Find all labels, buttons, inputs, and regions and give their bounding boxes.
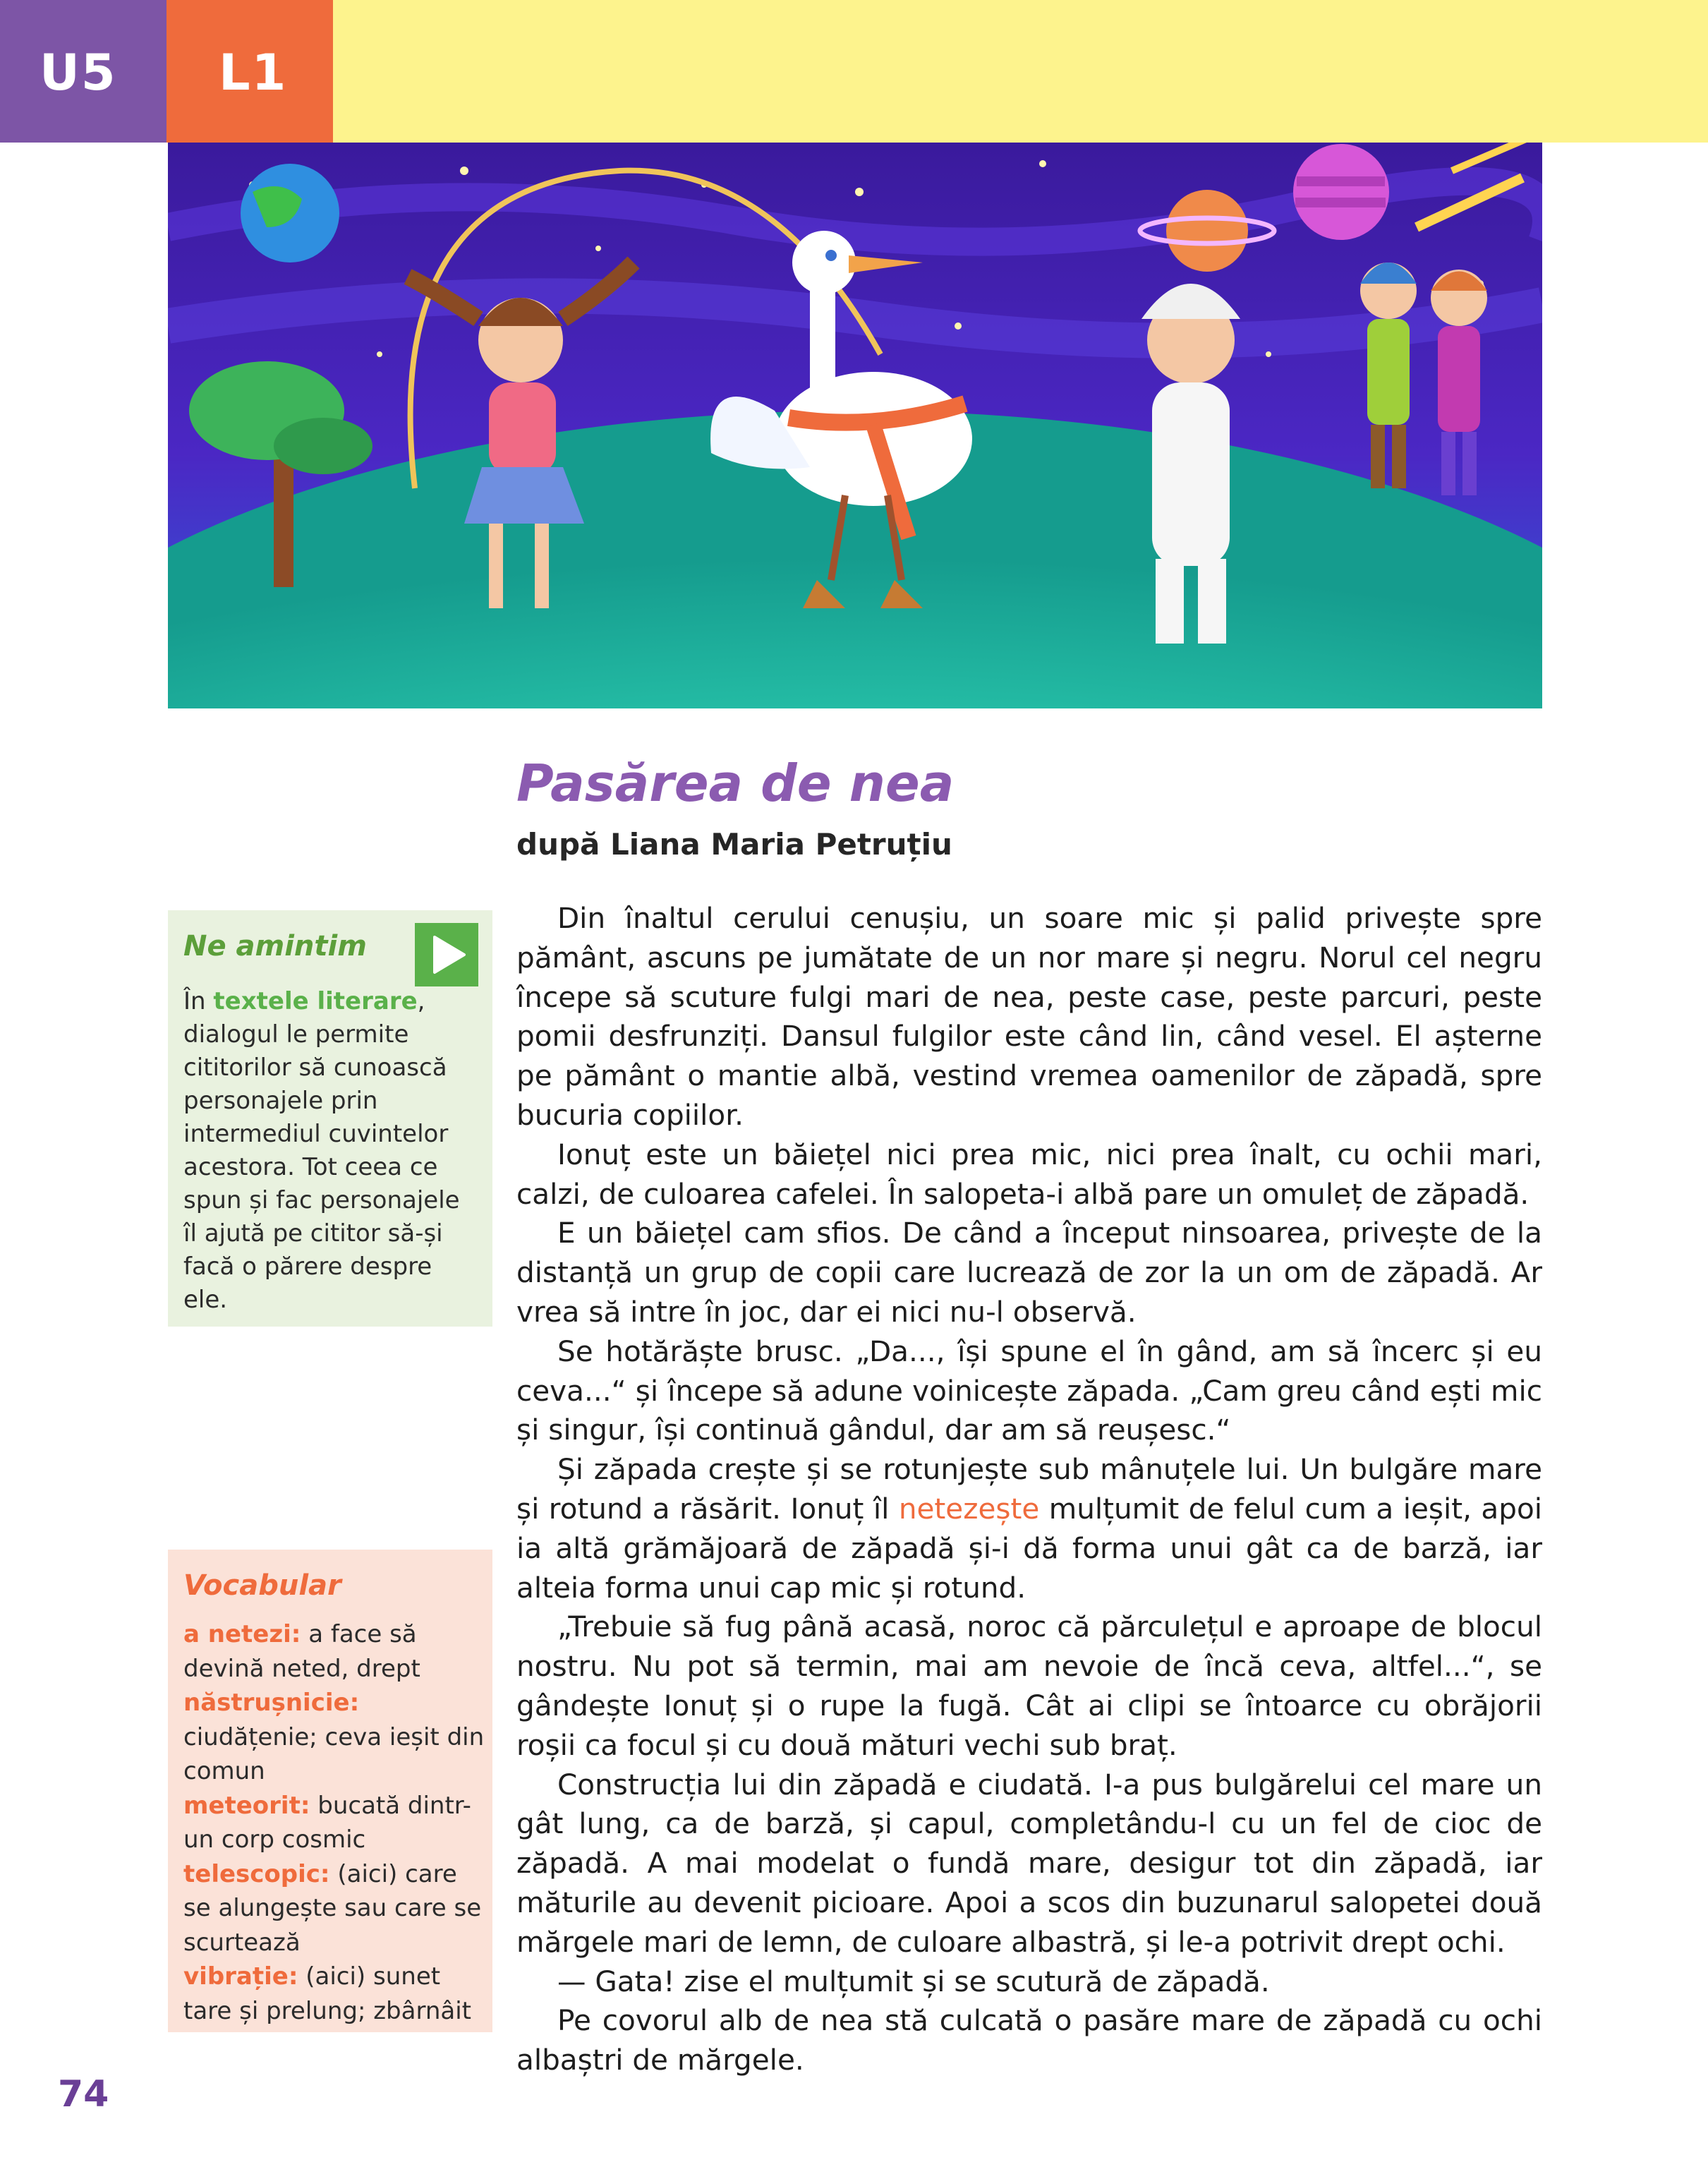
vocabulary-title: Vocabular (183, 1569, 341, 1602)
unit-badge (0, 0, 166, 143)
story-paragraph: Din înaltul cerului cenușiu, un soare mic și palid privește spre pământ, ascuns pe jumătate de un nor mare și negru. Norul cel negru începe să scuture fulgi mari de nea, peste case, peste parcuri, peste pomii desfrunziți. Dansul fulgilor este când lin, când vesel. El așterne pe pământ o mantie albă, vestind vremea oamenilor de zăpadă, spre bucuria copiilor. (516, 901, 1542, 1132)
story-title: Pasărea de nea (516, 754, 955, 813)
remember-box-title: Ne amintim (183, 930, 367, 962)
story-paragraph: Și zăpada crește și se rotunjește sub mânuțele lui. Un bulgăre mare și rotund a răsărit. Ionuț îl netezește mulțumit de felul cum a ieșit, apoi ia altă grămăjoară de zăpadă și-i dă forma unui gât ca de barză, iar alteia forma unui cap mic și rotund. (516, 1452, 1542, 1605)
vocabulary-entry: meteorit: bucată dintr-un corp cosmic (183, 1791, 471, 1854)
story-text (516, 899, 1542, 2080)
page-number: 74 (58, 2073, 109, 2115)
remember-box (168, 910, 492, 1327)
story-paragraph: Ionuț este un băiețel nici prea mic, nici prea înalt, cu ochii mari, calzi, de culoarea cafelei. În salopeta-i albă pare un omuleț de zăpadă. (516, 1137, 1542, 1211)
play-icon[interactable] (415, 923, 478, 986)
remember-term: textele literare (213, 987, 418, 1015)
unit-label: U5 (40, 44, 117, 102)
vocabulary-entry: a netezi: a face să devină neted, drept (183, 1620, 420, 1683)
story-paragraph: „Trebuie să fug până acasă, noroc că părculețul e aproape de blocul nostru. Nu pot să termin, mai am nevoie de încă ceva, altfel...“, se gândește Ionuț și o rupe la fugă. Cât ai clipi se întoarce cu obrăjorii roșii ca focul și cu două mături vechi sub braț. (516, 1610, 1542, 1762)
story-paragraph: Construcția lui din zăpadă e ciudată. I-a pus bulgărelui cel mare un gât lung, ca de barză, și capul, completându-l cu un fel de cioc de zăpadă. A mai modelat o fundă mare, desigur tot din zăpadă, iar măturile au devenit picioare. Apoi a scos din buzunarul salopetei două mărgele mari de lemn, de culoare albastră, și le-a potrivit drept ochi. (516, 1767, 1542, 1959)
header-band (333, 0, 1708, 143)
remember-box-text: În textele literare, dialogul le permite cititorilor să cunoască personajele prin intermediul cuvintelor acestora. Tot ceea ce spun și fac personajele îl ajută pe cititor să-și facă o părere despre ele. (183, 987, 460, 1314)
story-paragraph: E un băiețel cam sfios. De când a început ninsoarea, privește de la distanță un grup de copii care lucrează de zor la un om de zăpadă. Ar vrea să intre în joc, dar ei nici nu-l observă. (516, 1216, 1542, 1329)
space-scene-illustration (168, 143, 1542, 708)
story-paragraph: Se hotărăște brusc. „Da..., își spune el în gând, am să încerc și eu ceva...“ și începe să adune voinicește zăpada. „Cam greu când ești mic și singur, își continuă gândul, dar am să reușesc.“ (516, 1334, 1542, 1447)
story-paragraph: — Gata! zise el mulțumit și se scutură de zăpadă. (557, 1964, 1270, 1998)
vocabulary-entry: telescopic: (aici) care se alungește sau care se scurtează (183, 1859, 482, 1957)
story-author: după Liana Maria Petruțiu (516, 827, 952, 862)
vocabulary-list (183, 1617, 487, 2028)
vocabulary-entry: vibrație: (aici) sunet tare și prelung; zbârnâit (183, 1962, 472, 2025)
vocabulary-entry: năstrușnicie: ciudățenie; ceva ieșit din comun (183, 1689, 485, 1785)
vocabulary-box (168, 1550, 492, 2032)
story-paragraph: Pe covorul alb de nea stă culcată o pasăre mare de zăpadă cu ochi albaștri de mărgele. (516, 2003, 1542, 2077)
lesson-badge (166, 0, 333, 143)
highlighted-word: netezește (898, 1491, 1040, 1526)
lesson-label: L1 (219, 44, 288, 102)
